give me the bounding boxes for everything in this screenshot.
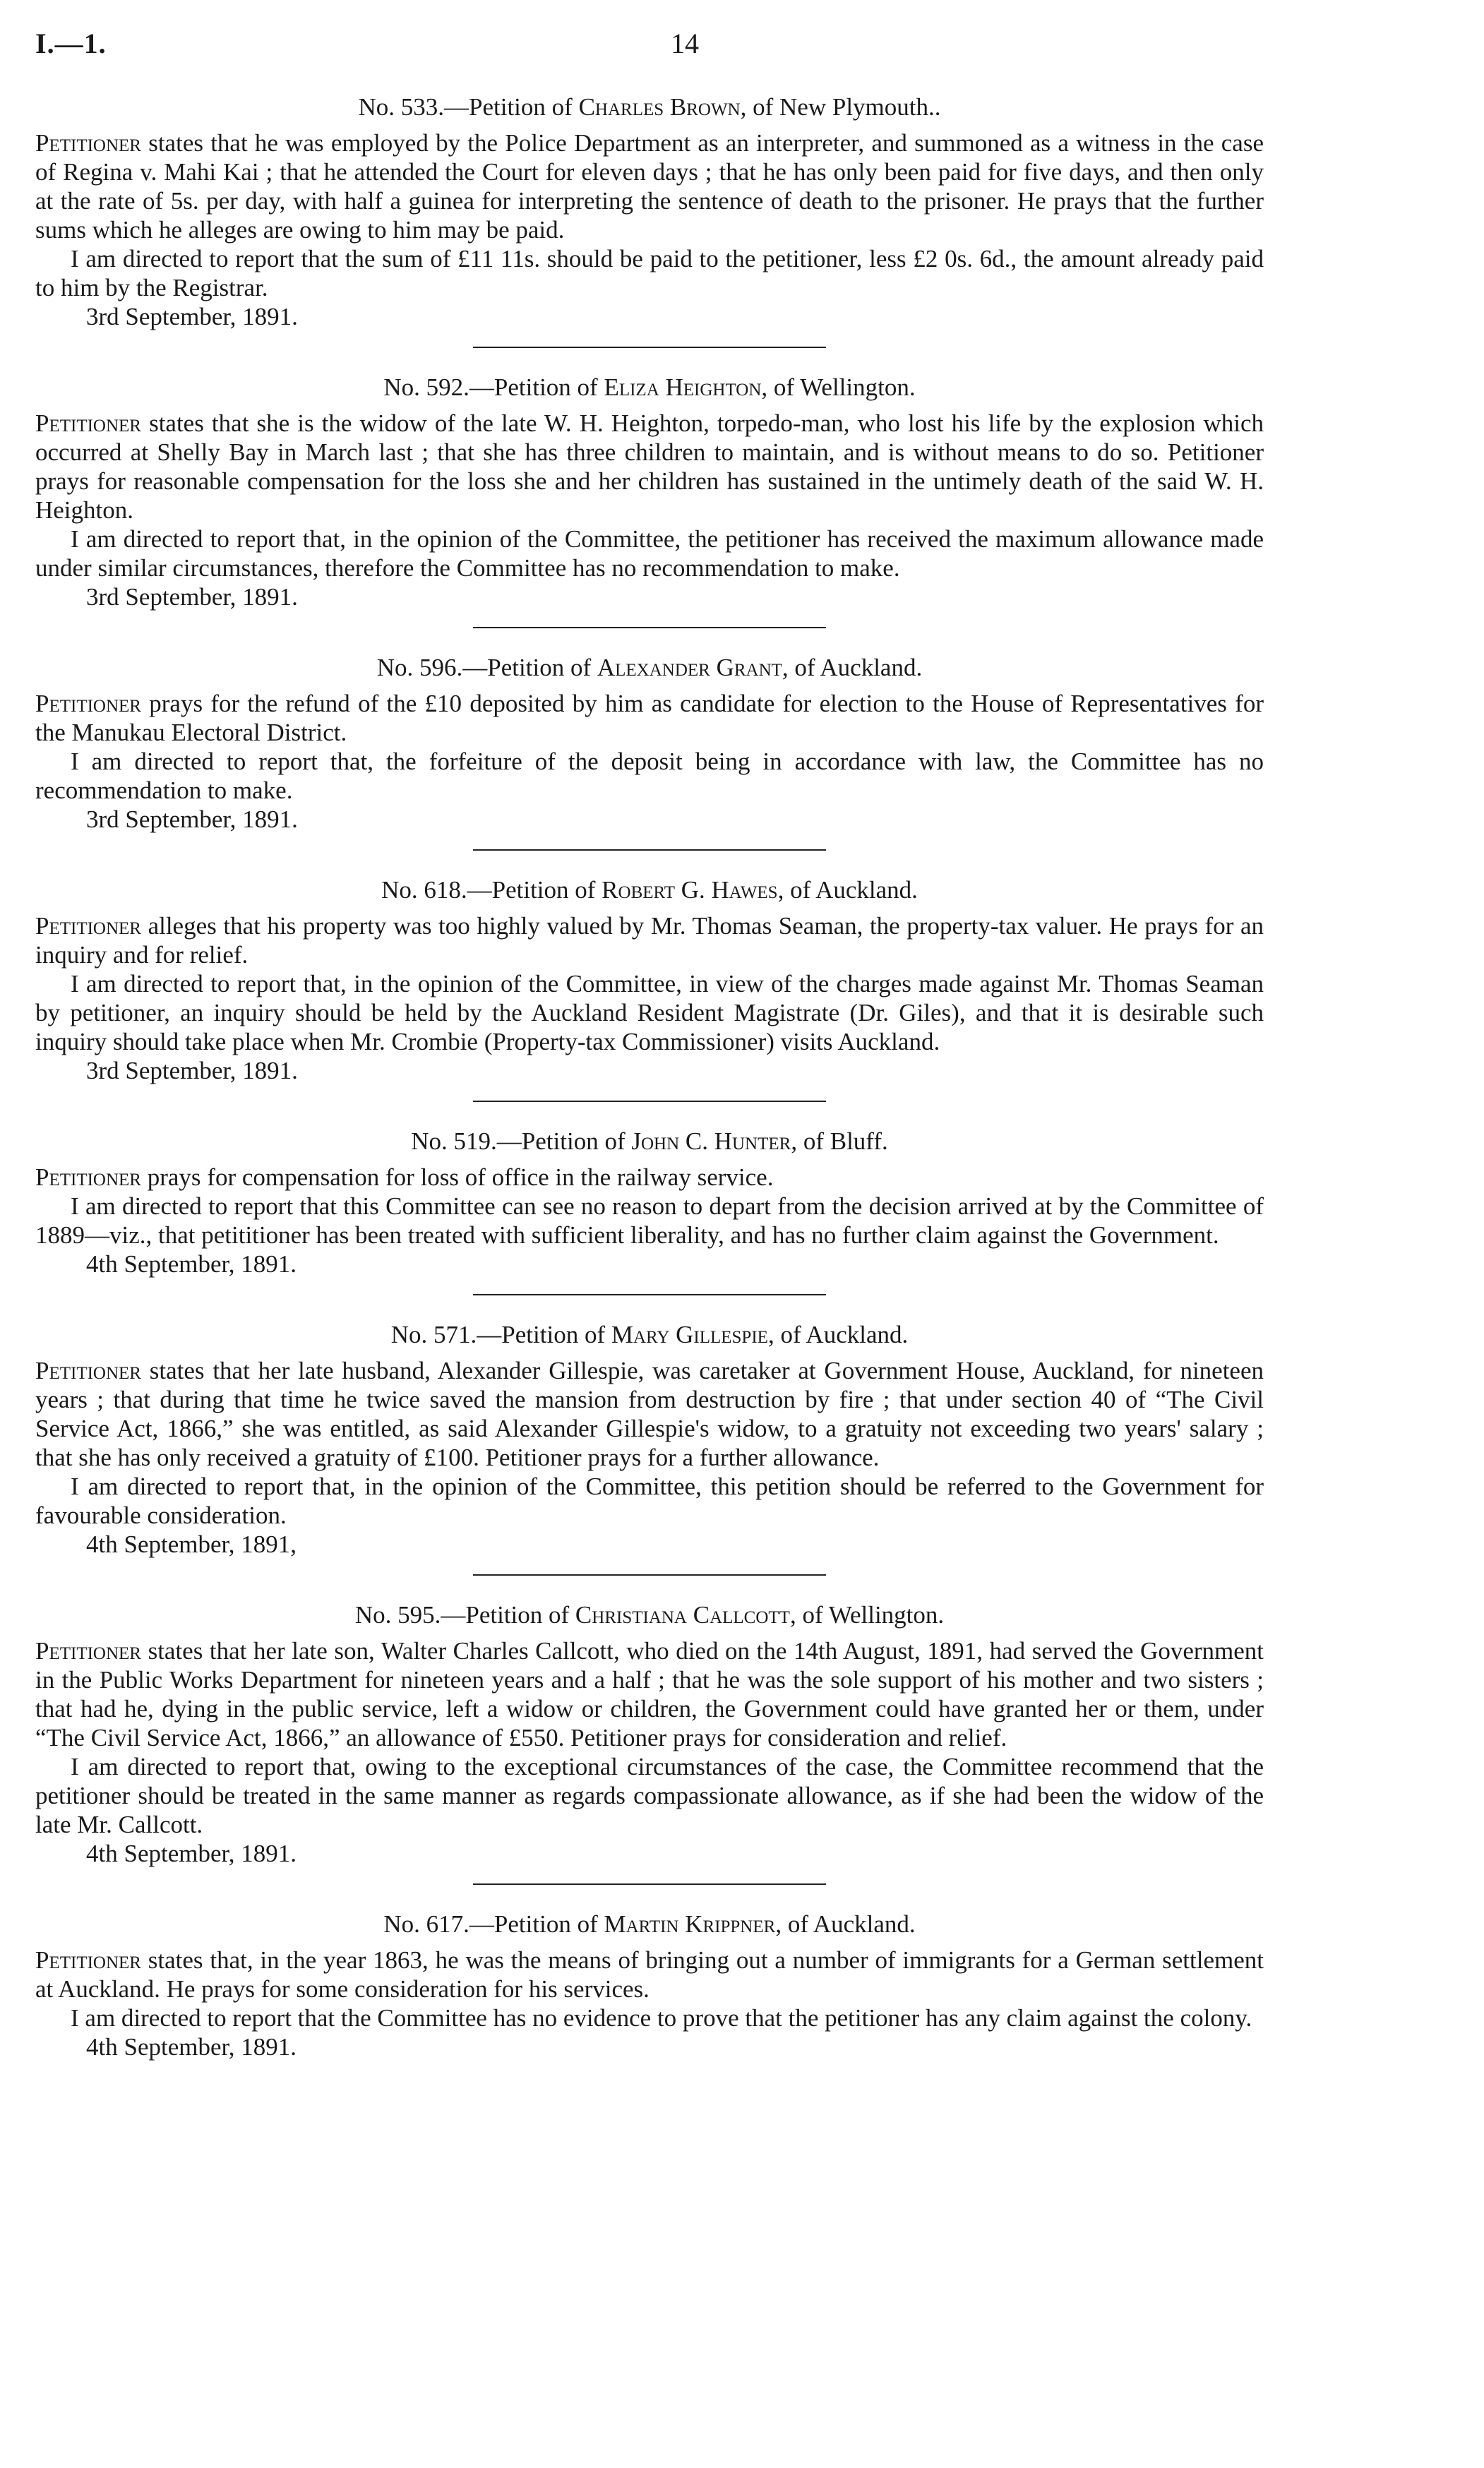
section-divider (473, 1574, 826, 1576)
petition-title: No. 617.—Petition of Martin Krippner, of Auckland. (383, 1910, 916, 1938)
petitions-list (35, 92, 1264, 2061)
section-divider (473, 1883, 826, 1885)
petition-statement: Petitioner states that her late son, Walter Charles Callcott, who died on the 14th August, 1891, had served the Government in the Public Works Department for nineteen years and a half ; that he was the sole support of his mother and two sisters ; that had he, dying in the public service, left a widow or children, the Government could have granted her or them, under “The Civil Service Act, 1866,” an allowance of £550. Petitioner prays for consideration and relief. (35, 1637, 1264, 1751)
petitioner-name: Christiana Callcott (575, 1601, 790, 1629)
petition-entry (35, 372, 1264, 628)
petition-title: No. 618.—Petition of Robert G. Hawes, of Auckland. (381, 876, 918, 904)
petition-entry (35, 1600, 1264, 1885)
committee-report: I am directed to report that, in the opinion of the Committee, this petition should be referred to the Government for favourable consideration. (35, 1473, 1264, 1529)
petition-statement: Petitioner states that her late husband, Alexander Gillespie, was caretaker at Government House, Auckland, for nineteen years ; that during that time he twice saved the mansion from destruction by fire ; that under section 40 of “The Civil Service Act, 1866,” she was entitled, as said Alexander Gillespie's widow, to a gratuity not exceeding two years' salary ; that she has only received a gratuity of £100. Petitioner prays for a further allowance. (35, 1357, 1264, 1471)
report-date: 4th September, 1891. (86, 1840, 297, 1867)
section-divider (473, 347, 826, 348)
petition-entry (35, 92, 1264, 348)
section-divider (473, 849, 826, 851)
petition-entry (35, 875, 1264, 1102)
petitioner-name: Robert G. Hawes (602, 876, 778, 904)
petitioner-name: John C. Hunter (631, 1127, 791, 1155)
committee-report: I am directed to report that the Committee has no evidence to prove that the petitioner has any claim against the colony. (71, 2004, 1252, 2032)
committee-report: I am directed to report that, in the opinion of the Committee, in view of the charges made against Mr. Thomas Seaman by petitioner, an inquiry should be held by the Auckland Resident Magistrate (Dr. Giles), and that it is desirable such inquiry should take place when Mr. Crombie (Property-tax Commissioner) visits Auckland. (35, 970, 1264, 1055)
petition-statement: Petitioner states that, in the year 1863, he was the means of bringing out a number of immigrants for a German settlement at Auckland. He prays for some consideration for his services. (35, 1946, 1264, 2003)
report-date: 3rd September, 1891. (86, 1057, 298, 1084)
page-header (35, 27, 1449, 69)
report-date: 3rd September, 1891. (86, 303, 298, 330)
petition-statement: Petitioner states that he was employed by the Police Department as an interpreter, and summoned as a witness in the case of Regina v. Mahi Kai ; that he attended the Court for eleven days ; that he has only been paid for five days, and then only at the rate of 5s. per day, with half a guinea for interpreting the sentence of death to the prisoner. He prays that the further sums which he alleges are owing to him may be paid. (35, 129, 1264, 244)
petition-statement: Petitioner prays for compensation for loss of office in the railway service. (35, 1163, 774, 1191)
petition-title: No. 592.—Petition of Eliza Heighton, of Wellington. (383, 373, 916, 401)
committee-report: I am directed to report that, the forfeiture of the deposit being in accordance with law, the Committee has no recommendation to make. (35, 748, 1264, 804)
petition-entry (35, 1909, 1264, 2061)
page-number: 14 (671, 28, 699, 59)
petition-title: No. 596.—Petition of Alexander Grant, of Auckland. (376, 654, 923, 681)
petition-entry (35, 1319, 1264, 1576)
report-date: 3rd September, 1891. (86, 583, 298, 611)
section-divider (473, 1101, 826, 1102)
petitioner-name: Eliza Heighton (604, 373, 762, 401)
petitioner-name: Alexander Grant (597, 654, 782, 681)
petition-statement: Petitioner prays for the refund of the £10 deposited by him as candidate for election to the House of Representatives for the Manukau Electoral District. (35, 690, 1264, 746)
committee-report: I am directed to report that this Committee can see no reason to depart from the decision arrived at by the Committee of 1889—viz., that petititioner has been treated with sufficient liberality, and has no further claim against the Government. (35, 1192, 1264, 1249)
report-date: 4th September, 1891. (86, 2033, 297, 2061)
section-divider (473, 1294, 826, 1295)
petition-entry (35, 652, 1264, 851)
committee-report: I am directed to report that, owing to the exceptional circumstances of the case, the Committee recommend that the petitioner should be treated in the same manner as regards compassionate allowance, as if she had been the widow of the late Mr. Callcott. (35, 1753, 1264, 1838)
petition-title: No. 533.—Petition of Charles Brown, of New Plymouth.. (358, 93, 941, 121)
report-date: 4th September, 1891, (86, 1530, 297, 1558)
petition-title: No. 519.—Petition of John C. Hunter, of Bluff. (411, 1127, 888, 1155)
petitioner-name: Charles Brown (578, 93, 741, 121)
petition-title: No. 571.—Petition of Mary Gillespie, of Auckland. (390, 1321, 909, 1348)
report-date: 4th September, 1891. (86, 1250, 297, 1278)
report-date: 3rd September, 1891. (86, 805, 298, 833)
petition-statement: Petitioner states that she is the widow of the late W. H. Heighton, torpedo-man, who lost his life by the explosion which occurred at Shelly Bay in March last ; that she has three children to maintain, and is without means to do so. Petitioner prays for reasonable compensation for the loss she and her children has sustained in the untimely death of the said W. H. Heighton. (35, 409, 1264, 524)
petitioner-name: Martin Krippner (604, 1910, 776, 1938)
committee-report: I am directed to report that, in the opinion of the Committee, the petitioner has received the maximum allowance made under similar circumstances, therefore the Committee has no recommendation to make. (35, 525, 1264, 582)
committee-report: I am directed to report that the sum of £11 11s. should be paid to the petitioner, less £2 0s. 6d., the amount already paid to him by the Registrar. (35, 245, 1264, 301)
petition-statement: Petitioner alleges that his property was too highly valued by Mr. Thomas Seaman, the property-tax valuer. He prays for an inquiry and for relief. (35, 912, 1264, 969)
petition-title: No. 595.—Petition of Christiana Callcott, of Wellington. (354, 1601, 945, 1629)
document-reference: I.—1. (35, 28, 107, 59)
petitioner-name: Mary Gillespie (611, 1321, 768, 1348)
petition-entry (35, 1126, 1264, 1295)
section-divider (473, 627, 826, 628)
